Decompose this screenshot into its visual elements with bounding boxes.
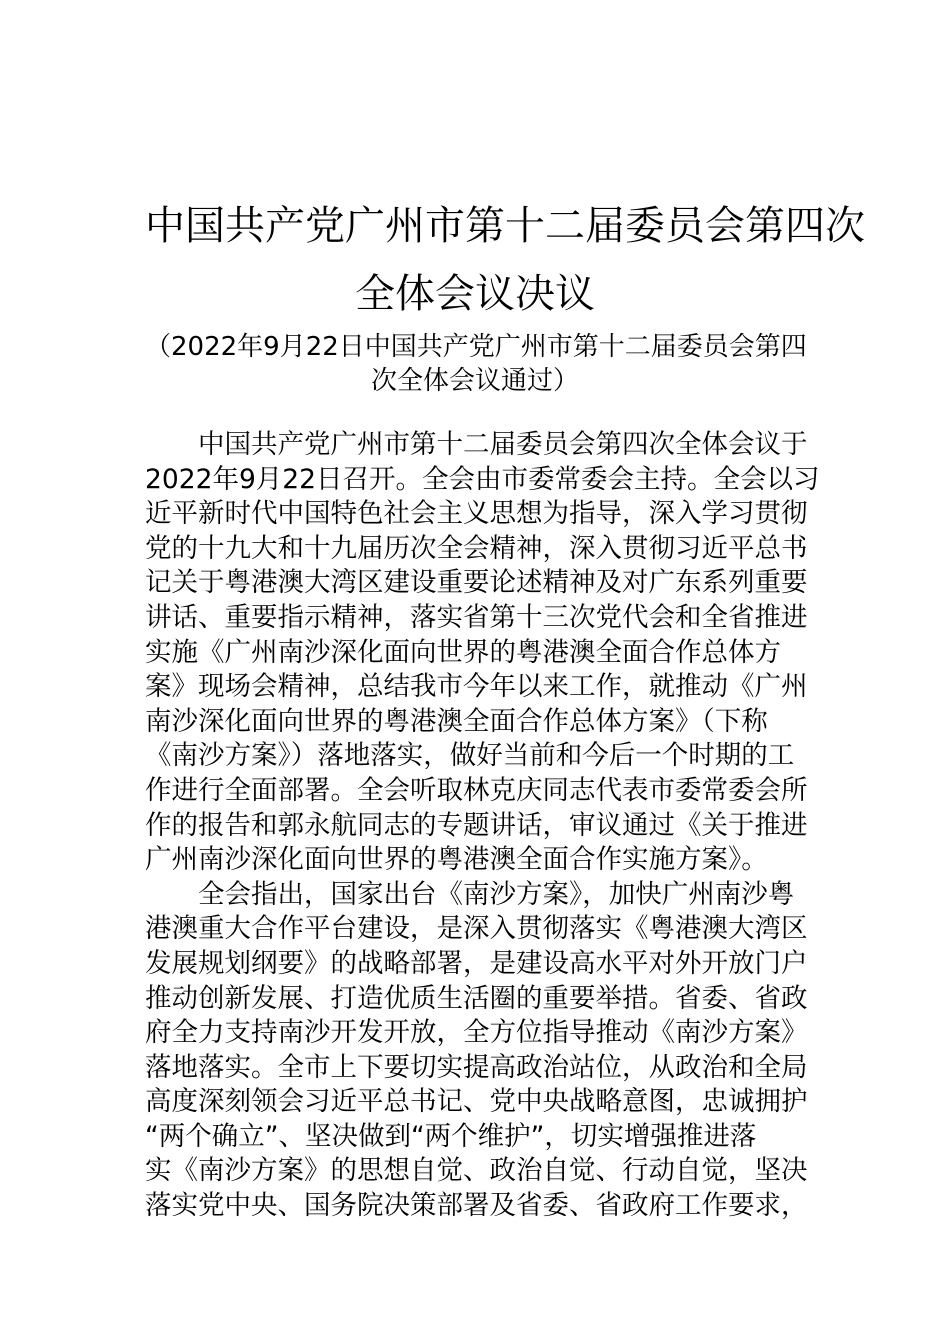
paragraph-line: 作的报告和郭永航同志的专题讲话，审议通过《关于推进 (145, 809, 808, 841)
paragraph-line: 实施《广州南沙深化面向世界的粤港澳全面合作总体方 (145, 636, 781, 668)
paragraph-line: 发展规划纲要》的战略部署，是建设高水平对外开放门户 (145, 947, 808, 979)
document-title-line-2: 全体会议决议 (355, 271, 595, 317)
paragraph-line: 案》现场会精神，总结我市今年以来工作，就推动《广州 (145, 671, 808, 703)
paragraph-line: 中国共产党广州市第十二届委员会第四次全体会议于 (198, 429, 808, 460)
paragraph-line: 实《南沙方案》的思想自觉、政治自觉、行动自觉，坚决 (145, 1155, 808, 1187)
paragraph-line: 讲话、重要指示精神，落实省第十三次党代会和全省推进 (145, 601, 808, 633)
paragraph-line: 《南沙方案》）落地落实，做好当前和今后一个时期的工 (145, 740, 795, 772)
paragraph-line: “两个确立”、坚决做到“两个维护”，切实增强推进落 (145, 1120, 757, 1152)
paragraph-line: 府全力支持南沙开发开放，全方位指导推动《南沙方案》 (145, 1017, 808, 1049)
document-subtitle (145, 330, 805, 398)
paragraph-line: 落地落实。全市上下要切实提高政治站位，从政治和全局 (145, 1051, 808, 1083)
paragraph-line: 近平新时代中国特色社会主义思想为指导，深入学习贯彻 (145, 498, 808, 530)
paragraph-line: 作进行全面部署。全会听取林克庆同志代表市委常委会所 (145, 774, 808, 806)
document-body (145, 428, 820, 1224)
subtitle-line-1: （2022年9月22日中国共产党广州市第十二届委员会第四 (145, 332, 807, 362)
paragraph-line: 落实党中央、国务院决策部署及省委、省政府工作要求， (145, 1190, 808, 1222)
document-title-line-1: 中国共产党广州市第十二届委员会第四次 (145, 203, 865, 249)
paragraph-line: 2022年9月22日召开。全会由市委常委会主持。全会以习 (145, 463, 820, 495)
paragraph-line: 记关于粤港澳大湾区建设重要论述精神及对广东系列重要 (145, 567, 808, 599)
paragraph-2 (145, 878, 810, 1224)
paragraph-line: 广州南沙深化面向世界的粤港澳全面合作实施方案》。 (145, 844, 768, 876)
paragraph-line: 党的十九大和十九届历次全会精神，深入贯彻习近平总书 (145, 532, 808, 564)
subtitle-line-2: 次全体会议通过） (370, 366, 579, 396)
paragraph-line: 港澳重大合作平台建设，是深入贯彻落实《粤港澳大湾区 (145, 913, 808, 945)
paragraph-line: 高度深刻领会习近平总书记、党中央战略意图，忠诚拥护 (145, 1086, 808, 1118)
paragraph-line: 全会指出，国家出台《南沙方案》，加快广州南沙粤 (198, 878, 795, 910)
paragraph-1 (145, 428, 820, 878)
paragraph-line: 南沙深化面向世界的粤港澳全面合作总体方案》（下称 (145, 705, 768, 737)
paragraph-line: 推动创新发展、打造优质生活圈的重要举措。省委、省政 (145, 982, 808, 1014)
